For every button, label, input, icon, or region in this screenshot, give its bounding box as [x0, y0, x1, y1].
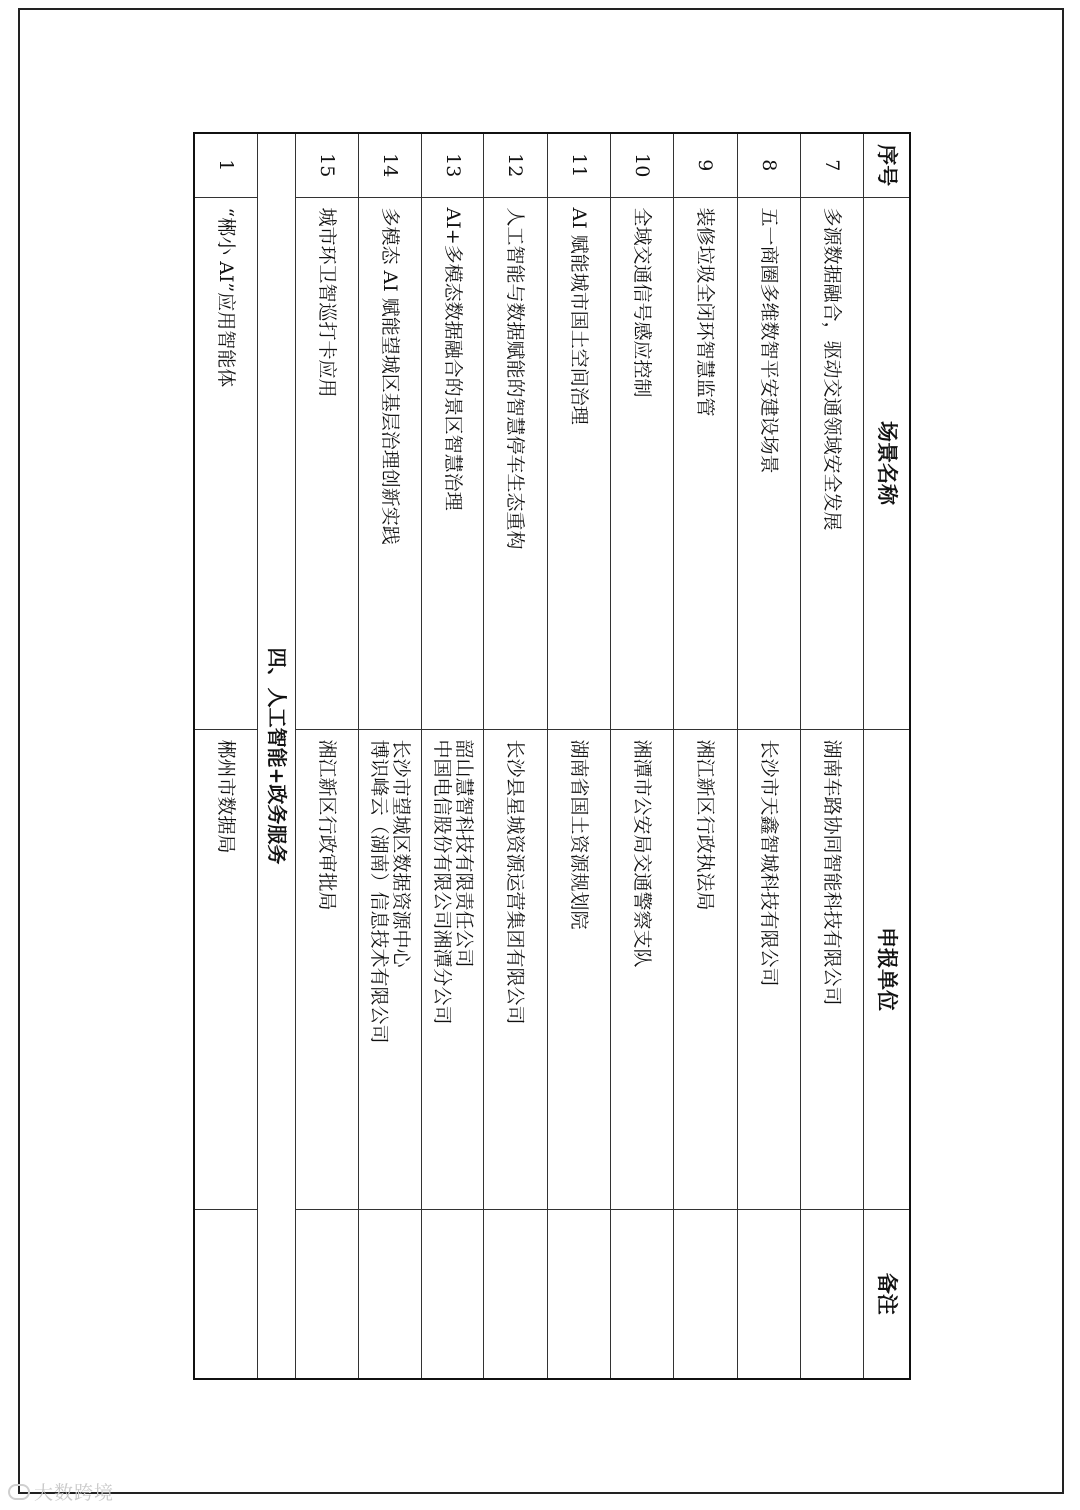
unit-line: 中国电信股份有限公司湘潭分公司 — [430, 739, 453, 1025]
cell-unit — [296, 729, 359, 1209]
cell-unit — [484, 729, 547, 1209]
cell-remark — [484, 1209, 547, 1379]
header-unit: 申报单位 — [864, 729, 910, 1209]
cell-seq: 8 — [737, 133, 800, 197]
cell-seq: 14 — [359, 133, 421, 197]
cell-seq: 1 — [194, 133, 257, 197]
unit-line: 韶山慧智科技有限责任公司 — [452, 739, 475, 968]
unit-line: 湘江新区行政执法局 — [694, 739, 717, 911]
cell-scene: 人工智能与数据赋能的智慧停车生态重构 — [484, 197, 547, 729]
cell-remark — [737, 1209, 800, 1379]
table-row — [296, 133, 359, 1379]
header-remark: 备注 — [864, 1209, 910, 1379]
cell-unit — [800, 729, 863, 1209]
cell-unit — [359, 729, 421, 1209]
watermark-logo-icon — [8, 1484, 30, 1500]
header-seq: 序号 — [864, 133, 910, 197]
cell-scene: AI+多模态数据融合的景区智慧治理 — [421, 197, 483, 729]
cell-seq: 15 — [296, 133, 359, 197]
cell-scene: 城市环卫智巡打卡应用 — [296, 197, 359, 729]
cell-remark — [359, 1209, 421, 1379]
unit-line: 湖南车路协同智能科技有限公司 — [821, 739, 844, 1006]
cell-remark — [547, 1209, 610, 1379]
unit-line: 湖南省国土资源规划院 — [567, 739, 590, 930]
cell-seq: 11 — [547, 133, 610, 197]
cell-unit — [610, 729, 673, 1209]
cell-unit — [547, 729, 610, 1209]
cell-seq: 13 — [421, 133, 483, 197]
table-row — [674, 133, 737, 1379]
table-row — [800, 133, 863, 1379]
cell-remark — [674, 1209, 737, 1379]
rotated-table-wrapper — [193, 132, 911, 1378]
table-row — [421, 133, 483, 1379]
unit-line: 郴州市数据局 — [214, 739, 237, 854]
watermark — [8, 1478, 114, 1505]
cell-remark — [421, 1209, 483, 1379]
cell-seq: 9 — [674, 133, 737, 197]
cell-remark — [610, 1209, 673, 1379]
unit-line: 博识峰云（湖南）信息技术有限公司 — [368, 739, 391, 1044]
table-row — [484, 133, 547, 1379]
cell-scene: 装修垃圾全闭环智慧监管 — [674, 197, 737, 729]
unit-line: 湘潭市公安局交通警察支队 — [631, 739, 654, 968]
cell-remark — [296, 1209, 359, 1379]
cell-remark — [800, 1209, 863, 1379]
cell-seq: 10 — [610, 133, 673, 197]
cell-scene: “郴小 AI”应用智能体 — [194, 197, 257, 729]
cell-seq: 12 — [484, 133, 547, 197]
scene-table — [193, 132, 911, 1380]
cell-scene: 五一商圈多维数智平安建设场景 — [737, 197, 800, 729]
cell-unit — [194, 729, 257, 1209]
table-row — [610, 133, 673, 1379]
unit-line: 长沙市天鑫智城科技有限公司 — [757, 739, 780, 987]
unit-line: 长沙县星城资源运营集团有限公司 — [504, 739, 527, 1025]
cell-seq: 7 — [800, 133, 863, 197]
watermark-text: 大数跨境 — [34, 1482, 115, 1504]
cell-unit — [737, 729, 800, 1209]
header-scene: 场景名称 — [864, 197, 910, 729]
cell-scene: 全域交通信号感应控制 — [610, 197, 673, 729]
table-header-row — [864, 133, 910, 1379]
cell-unit — [674, 729, 737, 1209]
unit-line: 长沙市望城区数据资源中心 — [390, 739, 413, 968]
section-title: 四、人工智能+政务服务 — [257, 133, 295, 1379]
table-row — [547, 133, 610, 1379]
table-row — [737, 133, 800, 1379]
cell-unit — [421, 729, 483, 1209]
table-row — [359, 133, 421, 1379]
cell-scene: 多模态 AI 赋能望城区基层治理创新实践 — [359, 197, 421, 729]
cell-remark — [194, 1209, 257, 1379]
unit-line: 湘江新区行政审批局 — [316, 739, 339, 911]
cell-scene: 多源数据融合，驱动交通领域安全发展 — [800, 197, 863, 729]
section-row — [257, 133, 295, 1379]
cell-scene: AI 赋能城市国土空间治理 — [547, 197, 610, 729]
table-row — [194, 133, 257, 1379]
